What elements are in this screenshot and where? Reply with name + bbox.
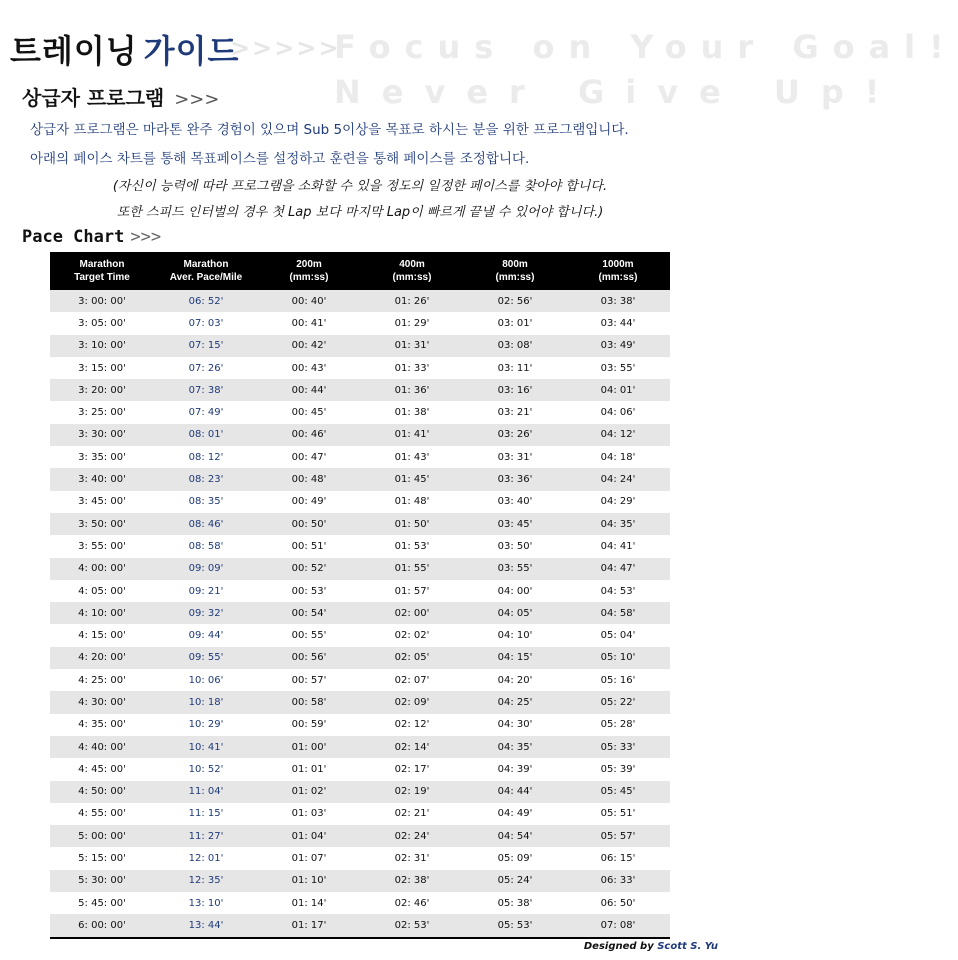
table-cell: 09: 09' xyxy=(188,563,224,575)
table-cell: 13: 44' xyxy=(188,919,224,931)
table-cell: 4: 50: 00' xyxy=(78,786,126,798)
table-cell: 03: 31' xyxy=(497,451,533,463)
table-cell: 03: 11' xyxy=(497,362,533,374)
table-row xyxy=(50,535,670,557)
table-cell: 00: 47' xyxy=(291,451,327,463)
table-cell: 06: 33' xyxy=(600,875,636,887)
table-cell: 3: 20: 00' xyxy=(78,384,126,396)
table-cell: 3: 15: 00' xyxy=(78,362,126,374)
table-row xyxy=(50,847,670,869)
table-cell: 03: 55' xyxy=(497,563,533,575)
table-cell: 02: 21' xyxy=(394,808,430,820)
description-line-1: 상급자 프로그램은 마라톤 완주 경험이 있으며 Sub 5이상을 목표로 하시는 분을 위한 프로그램입니다. xyxy=(30,122,629,138)
table-cell: 08: 46' xyxy=(188,518,224,530)
table-row xyxy=(50,736,670,758)
table-cell: 04: 15' xyxy=(497,652,533,664)
table-cell: 03: 38' xyxy=(600,295,636,307)
table-cell: 04: 35' xyxy=(600,518,636,530)
table-row xyxy=(50,335,670,357)
column-header xyxy=(154,258,258,284)
table-cell: 01: 03' xyxy=(291,808,327,820)
table-cell: 02: 02' xyxy=(394,630,430,642)
table-cell: 00: 45' xyxy=(291,407,327,419)
table-row xyxy=(50,758,670,780)
table-cell: 00: 43' xyxy=(291,362,327,374)
table-cell: 04: 10' xyxy=(497,630,533,642)
title-arrows: >>>>> xyxy=(230,34,341,62)
table-cell: 02: 24' xyxy=(394,830,430,842)
table-cell: 00: 55' xyxy=(291,630,327,642)
table-cell: 12: 35' xyxy=(188,875,224,887)
table-cell: 05: 09' xyxy=(497,853,533,865)
table-cell: 10: 41' xyxy=(188,741,224,753)
program-subtitle xyxy=(22,82,219,111)
table-row xyxy=(50,647,670,669)
table-cell: 01: 55' xyxy=(394,563,430,575)
column-header xyxy=(360,258,464,284)
table-cell: 3: 35: 00' xyxy=(78,451,126,463)
column-header-line: 800m xyxy=(502,259,528,270)
table-cell: 05: 24' xyxy=(497,875,533,887)
table-cell: 04: 39' xyxy=(497,763,533,775)
table-cell: 02: 09' xyxy=(394,696,430,708)
table-cell: 05: 22' xyxy=(600,696,636,708)
table-cell: 11: 04' xyxy=(188,786,224,798)
credit-prefix: Designed by xyxy=(583,941,654,952)
pace-chart-title xyxy=(22,227,161,247)
table-cell: 4: 15: 00' xyxy=(78,630,126,642)
column-header xyxy=(50,258,154,284)
table-cell: 09: 21' xyxy=(188,585,224,597)
column-header-line: Target Time xyxy=(74,272,130,283)
table-cell: 3: 40: 00' xyxy=(78,474,126,486)
table-row xyxy=(50,781,670,803)
table-cell: 00: 51' xyxy=(291,540,327,552)
table-cell: 02: 31' xyxy=(394,853,430,865)
table-cell: 00: 50' xyxy=(291,518,327,530)
table-cell: 03: 36' xyxy=(497,474,533,486)
table-row xyxy=(50,468,670,490)
title-main: 트레이닝 xyxy=(10,32,138,70)
column-header-line: (mm:ss) xyxy=(392,272,432,283)
table-cell: 02: 38' xyxy=(394,875,430,887)
table-cell: 07: 38' xyxy=(188,384,224,396)
table-cell: 01: 10' xyxy=(291,875,327,887)
table-cell: 05: 45' xyxy=(600,786,636,798)
table-cell: 01: 45' xyxy=(394,474,430,486)
table-row xyxy=(50,691,670,713)
pace-chart-arrows: >>> xyxy=(130,227,162,247)
table-cell: 05: 16' xyxy=(600,674,636,686)
table-cell: 4: 35: 00' xyxy=(78,719,126,731)
table-cell: 3: 55: 00' xyxy=(78,540,126,552)
table-cell: 08: 35' xyxy=(188,496,224,508)
title-accent: 가이드 xyxy=(143,32,240,70)
table-cell: 05: 57' xyxy=(600,830,636,842)
table-cell: 02: 56' xyxy=(497,295,533,307)
designer-credit xyxy=(584,941,718,952)
description-line-2: 아래의 페이스 차트를 통해 목표페이스를 설정하고 훈련을 통해 페이스를 조정합니다. xyxy=(30,151,530,167)
table-cell: 07: 03' xyxy=(188,317,224,329)
table-cell: 04: 41' xyxy=(600,540,636,552)
table-cell: 09: 32' xyxy=(188,607,224,619)
table-cell: 00: 40' xyxy=(291,295,327,307)
table-row xyxy=(50,312,670,334)
table-cell: 05: 33' xyxy=(600,741,636,753)
table-cell: 01: 33' xyxy=(394,362,430,374)
table-cell: 04: 58' xyxy=(600,607,636,619)
table-cell: 06: 15' xyxy=(600,853,636,865)
table-cell: 11: 27' xyxy=(188,830,224,842)
table-cell: 03: 08' xyxy=(497,340,533,352)
table-cell: 05: 10' xyxy=(600,652,636,664)
subtitle-arrows: >>> xyxy=(174,89,220,110)
table-cell: 04: 49' xyxy=(497,808,533,820)
table-cell: 04: 01' xyxy=(600,384,636,396)
table-cell: 4: 10: 00' xyxy=(78,607,126,619)
table-cell: 01: 01' xyxy=(291,763,327,775)
table-row xyxy=(50,914,670,936)
table-cell: 04: 29' xyxy=(600,496,636,508)
table-cell: 10: 52' xyxy=(188,763,224,775)
table-cell: 01: 38' xyxy=(394,407,430,419)
table-cell: 05: 51' xyxy=(600,808,636,820)
table-cell: 5: 45: 00' xyxy=(78,897,126,909)
table-row xyxy=(50,401,670,423)
table-cell: 00: 46' xyxy=(291,429,327,441)
credit-name: Scott S. Yu xyxy=(657,941,718,952)
table-cell: 00: 44' xyxy=(291,384,327,396)
table-row xyxy=(50,580,670,602)
table-cell: 4: 40: 00' xyxy=(78,741,126,753)
table-cell: 4: 05: 00' xyxy=(78,585,126,597)
table-header xyxy=(50,252,670,290)
table-cell: 03: 49' xyxy=(600,340,636,352)
table-cell: 05: 38' xyxy=(497,897,533,909)
column-header-line: 1000m xyxy=(602,259,634,270)
table-cell: 02: 19' xyxy=(394,786,430,798)
column-header-line: Marathon xyxy=(79,259,125,270)
table-cell: 01: 36' xyxy=(394,384,430,396)
table-cell: 09: 44' xyxy=(188,630,224,642)
slogan-line-2: Never Give Up! xyxy=(334,73,901,111)
table-cell: 02: 14' xyxy=(394,741,430,753)
table-row xyxy=(50,424,670,446)
table-cell: 02: 46' xyxy=(394,897,430,909)
table-cell: 01: 14' xyxy=(291,897,327,909)
table-cell: 4: 45: 00' xyxy=(78,763,126,775)
table-cell: 3: 45: 00' xyxy=(78,496,126,508)
column-header xyxy=(258,258,360,284)
table-cell: 04: 53' xyxy=(600,585,636,597)
table-cell: 04: 20' xyxy=(497,674,533,686)
table-cell: 4: 00: 00' xyxy=(78,563,126,575)
table-cell: 00: 41' xyxy=(291,317,327,329)
table-cell: 00: 58' xyxy=(291,696,327,708)
table-cell: 01: 57' xyxy=(394,585,430,597)
table-cell: 01: 17' xyxy=(291,919,327,931)
table-cell: 04: 35' xyxy=(497,741,533,753)
table-cell: 04: 12' xyxy=(600,429,636,441)
table-row xyxy=(50,825,670,847)
table-cell: 05: 39' xyxy=(600,763,636,775)
column-header xyxy=(566,258,670,284)
column-header-line: Marathon xyxy=(183,259,229,270)
table-cell: 03: 26' xyxy=(497,429,533,441)
table-row xyxy=(50,357,670,379)
table-cell: 08: 12' xyxy=(188,451,224,463)
note-line-2: 또한 스피드 인터벌의 경우 첫 Lap 보다 마지막 Lap이 빠르게 끝낼 수 있어야 합니다.) xyxy=(116,205,604,220)
table-cell: 09: 55' xyxy=(188,652,224,664)
table-cell: 04: 47' xyxy=(600,563,636,575)
table-cell: 4: 25: 00' xyxy=(78,674,126,686)
table-cell: 04: 00' xyxy=(497,585,533,597)
table-row xyxy=(50,379,670,401)
table-cell: 08: 23' xyxy=(188,474,224,486)
table-cell: 04: 05' xyxy=(497,607,533,619)
table-row xyxy=(50,558,670,580)
page-title xyxy=(10,26,239,70)
table-cell: 10: 29' xyxy=(188,719,224,731)
table-cell: 01: 00' xyxy=(291,741,327,753)
table-cell: 03: 55' xyxy=(600,362,636,374)
column-header-line: (mm:ss) xyxy=(598,272,638,283)
table-cell: 00: 56' xyxy=(291,652,327,664)
table-cell: 02: 00' xyxy=(394,607,430,619)
table-row xyxy=(50,892,670,914)
table-row xyxy=(50,491,670,513)
table-cell: 4: 55: 00' xyxy=(78,808,126,820)
table-cell: 3: 30: 00' xyxy=(78,429,126,441)
table-row xyxy=(50,870,670,892)
table-row xyxy=(50,446,670,468)
table-cell: 00: 49' xyxy=(291,496,327,508)
table-cell: 02: 12' xyxy=(394,719,430,731)
table-cell: 01: 26' xyxy=(394,295,430,307)
table-cell: 00: 48' xyxy=(291,474,327,486)
table-cell: 01: 48' xyxy=(394,496,430,508)
table-cell: 01: 43' xyxy=(394,451,430,463)
table-cell: 01: 53' xyxy=(394,540,430,552)
table-cell: 00: 52' xyxy=(291,563,327,575)
table-cell: 07: 49' xyxy=(188,407,224,419)
table-cell: 10: 18' xyxy=(188,696,224,708)
table-body xyxy=(50,290,670,937)
table-row xyxy=(50,714,670,736)
pace-table xyxy=(50,252,670,939)
table-cell: 01: 04' xyxy=(291,830,327,842)
table-cell: 03: 40' xyxy=(497,496,533,508)
table-cell: 07: 26' xyxy=(188,362,224,374)
table-cell: 3: 10: 00' xyxy=(78,340,126,352)
table-cell: 02: 53' xyxy=(394,919,430,931)
table-cell: 04: 06' xyxy=(600,407,636,419)
table-cell: 08: 01' xyxy=(188,429,224,441)
table-cell: 01: 07' xyxy=(291,853,327,865)
table-row xyxy=(50,624,670,646)
table-cell: 05: 53' xyxy=(497,919,533,931)
table-cell: 02: 07' xyxy=(394,674,430,686)
table-row xyxy=(50,669,670,691)
table-cell: 12: 01' xyxy=(188,853,224,865)
table-cell: 04: 30' xyxy=(497,719,533,731)
table-cell: 01: 50' xyxy=(394,518,430,530)
table-cell: 00: 42' xyxy=(291,340,327,352)
table-cell: 01: 29' xyxy=(394,317,430,329)
table-cell: 01: 31' xyxy=(394,340,430,352)
table-cell: 3: 05: 00' xyxy=(78,317,126,329)
table-cell: 4: 20: 00' xyxy=(78,652,126,664)
slogan-line-1: Focus on Your Goal! xyxy=(334,28,958,66)
column-header-line: 200m xyxy=(296,259,322,270)
table-cell: 00: 54' xyxy=(291,607,327,619)
table-cell: 02: 05' xyxy=(394,652,430,664)
note-line-1: (자신이 능력에 따라 프로그램을 소화할 수 있을 정도의 일정한 페이스를 찾아야 합니다. xyxy=(112,179,608,194)
table-cell: 00: 53' xyxy=(291,585,327,597)
table-cell: 11: 15' xyxy=(188,808,224,820)
table-cell: 05: 04' xyxy=(600,630,636,642)
table-cell: 3: 25: 00' xyxy=(78,407,126,419)
table-cell: 6: 00: 00' xyxy=(78,919,126,931)
table-cell: 03: 44' xyxy=(600,317,636,329)
table-cell: 04: 54' xyxy=(497,830,533,842)
table-cell: 07: 15' xyxy=(188,340,224,352)
pace-chart-title-text: Pace Chart xyxy=(22,227,125,247)
table-cell: 01: 41' xyxy=(394,429,430,441)
table-cell: 03: 45' xyxy=(497,518,533,530)
table-cell: 3: 00: 00' xyxy=(78,295,126,307)
table-row xyxy=(50,290,670,312)
table-cell: 5: 15: 00' xyxy=(78,853,126,865)
table-cell: 13: 10' xyxy=(188,897,224,909)
table-cell: 4: 30: 00' xyxy=(78,696,126,708)
table-cell: 10: 06' xyxy=(188,674,224,686)
table-bottom-rule xyxy=(50,937,670,939)
subtitle-text: 상급자 프로그램 xyxy=(22,86,165,110)
table-cell: 04: 24' xyxy=(600,474,636,486)
table-cell: 00: 59' xyxy=(291,719,327,731)
table-cell: 3: 50: 00' xyxy=(78,518,126,530)
table-cell: 5: 00: 00' xyxy=(78,830,126,842)
table-cell: 03: 21' xyxy=(497,407,533,419)
table-cell: 03: 16' xyxy=(497,384,533,396)
table-cell: 5: 30: 00' xyxy=(78,875,126,887)
table-cell: 04: 44' xyxy=(497,786,533,798)
table-cell: 00: 57' xyxy=(291,674,327,686)
column-header-line: Aver. Pace/Mile xyxy=(169,272,243,283)
table-cell: 04: 18' xyxy=(600,451,636,463)
table-row xyxy=(50,803,670,825)
table-cell: 01: 02' xyxy=(291,786,327,798)
column-header-line: 400m xyxy=(399,259,425,270)
table-row xyxy=(50,602,670,624)
table-cell: 07: 08' xyxy=(600,919,636,931)
table-cell: 06: 52' xyxy=(188,295,224,307)
column-header-line: (mm:ss) xyxy=(289,272,329,283)
table-cell: 04: 25' xyxy=(497,696,533,708)
table-row xyxy=(50,513,670,535)
column-header xyxy=(464,258,566,284)
table-cell: 08: 58' xyxy=(188,540,224,552)
table-cell: 03: 50' xyxy=(497,540,533,552)
column-header-line: (mm:ss) xyxy=(495,272,535,283)
table-cell: 06: 50' xyxy=(600,897,636,909)
table-cell: 05: 28' xyxy=(600,719,636,731)
table-cell: 03: 01' xyxy=(497,317,533,329)
table-cell: 02: 17' xyxy=(394,763,430,775)
